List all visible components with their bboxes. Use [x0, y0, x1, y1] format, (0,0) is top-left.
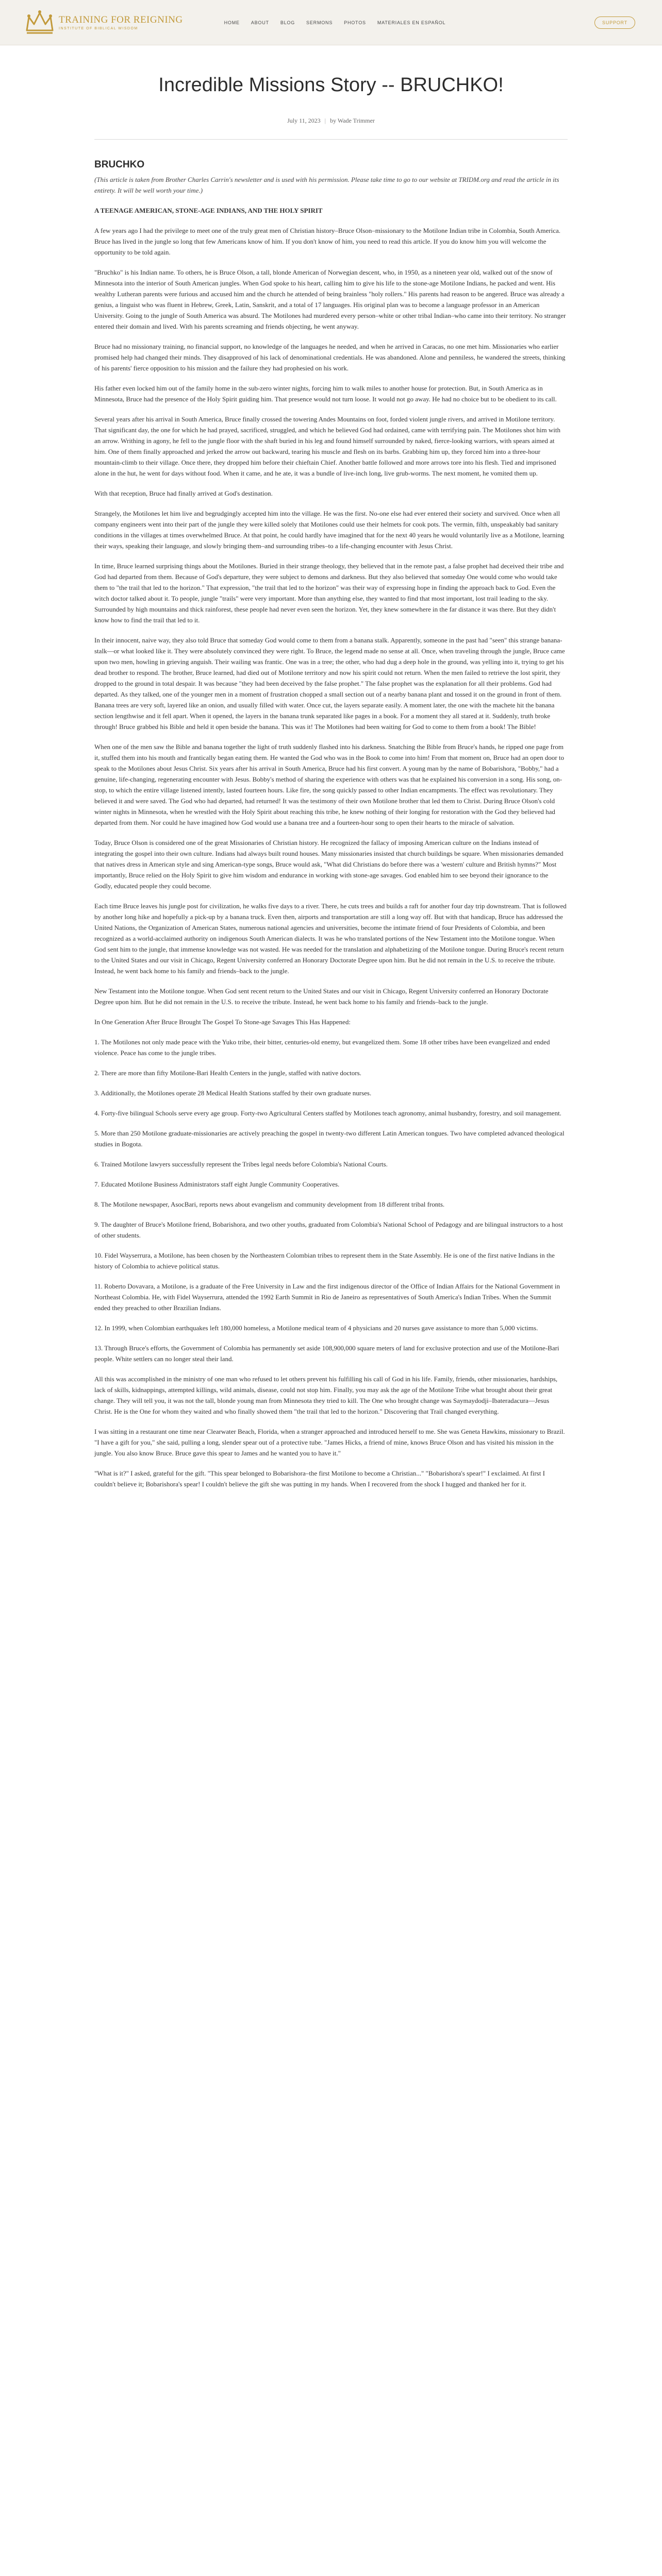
nav-materiales[interactable]: MATERIALES EN ESPAÑOL: [377, 20, 446, 25]
article-paragraph: When one of the men saw the Bible and banana together the light of truth suddenly flashed into his darkness. Snatching the Bible from Bruce's hands, he ripped one page from it, stuffed them into his mouth and frantically began eating them. He wanted the God who was in the Book to come into him! From that moment on, Bruce had an open door to speak to the Motilones about Jesus Christ. Six years after his arrival in South America, Bruce had his first convert. A young man by the name of Bobarishora, "Bobby," had a genuine, life-changing, regenerating encounter with Jesus. Bobby's method of sharing the experience with others was that he explained his conversion in a song. His song, on-stop, to which the entire village listened intently, lasted fourteen hours. Like fire, the song quickly passed to other Indian encampments. The effect was revolutionary. They believed it and were saved. The God who had departed, had returned! It was the testimony of their own Motilone brother that led them to Christ. During Bruce Olson's cold winter nights in Minnesota, when he wrestled with the Holy Spirit about reaching this tribe, he knew nothing of their longing for restoration with the God they believed had departed from them. Nor could he have imagined how God would use a banana tree and a fourteen-hour song to open their hearts to the miracle of salvation.: [94, 743, 565, 826]
article-paragraph: In One Generation After Bruce Brought The Gospel To Stone-age Savages This Has Happened:: [94, 1018, 351, 1026]
article-paragraph: 10. Fidel Wayserrura, a Motilone, has been chosen by the Northeastern Colombian tribes to represent them in the State Assembly. He is one of the first native Indians in the history of Colombia to achieve political status.: [94, 1251, 555, 1270]
article-paragraph: Several years after his arrival in South America, Bruce finally crossed the towering Andes Mountains on foot, forded violent jungle rivers, and arrived in Motilone territory. That significant day, the one for which he had prayed, sacrificed, struggled, and which he believed God had ordained, came with terrifying pain. The Motilones shot him with an arrow. Writhing in agony, he fell to the jungle floor with the shaft buried in his leg and found himself surrounded by naked, fierce-looking warriors, with spears aimed at him. One of them finally approached and jerked the arrow out backward, tearing his muscle and flesh on its barbs. Grabbing him up, they forced him into a three-hour mountain-climb to their village. Once there, they dropped him before their chieftain Chief. Another battle followed and more arrows tore into his flesh. Tied and imprisoned alone in the hut, he went for days without food. When it came, and he ate, it was a bundle of live-inch long, live grub-worms. The next moment, he vomited them up.: [94, 415, 560, 477]
logo-subtitle: INSTITUTE OF BIBLICAL WISDOM: [59, 27, 138, 30]
article-paragraph: 3. Additionally, the Motilones operate 28 Medical Health Stations staffed by their own graduate nurses.: [94, 1089, 372, 1097]
title-block: [0, 45, 662, 140]
post-meta: [0, 117, 662, 125]
article-paragraph: 5. More than 250 Motilone graduate-missionaries are actively preaching the gospel in twenty-two different Latin American tongues. Two have completed advanced theological studies in Bogota.: [94, 1129, 565, 1148]
article-paragraph: I was sitting in a restaurant one time near Clearwater Beach, Florida, when a stranger approached and introduced herself to me. She was Geneta Hawkins, missionary to Brazil. "I have a gift for you," she said, pulling a long, slender spear out of a protective tube. "James Hicks, a friend of mine, knows Bruce Olson and has visited his mission in the jungle. You also know Bruce. Bruce gave this spear to James and he wanted you to have it.": [94, 1428, 565, 1457]
post-author: by Wade Trimmer: [330, 117, 375, 124]
article-paragraph: With that reception, Bruce had finally arrived at God's destination.: [94, 489, 273, 497]
article-paragraph: In time, Bruce learned surprising things about the Motilones. Buried in their strange theology, they believed that in the remote past, a false prophet had deceived their tribe and God had departed from them. Because of God's departure, they were subject to demons and darkness. But they also believed that someday One would come who would take them to "the trail that led to the horizon." That expression, "the trail that led to the horizon" was their way of expressing hope in finding the approach back to God. Even the witch doctor talked about it. To people, jungle "trails" were very important. More than anything else, they wanted to find that most important, lost trail leading to the sky. Surrounded by high mountains and thick rainforest, these people had never even seen the horizon. Yet, they knew somewhere in the far distance it was there. But they didn't know how to find the trail that led to it.: [94, 562, 564, 624]
article-paragraph: "Bruchko" is his Indian name. To others, he is Bruce Olson, a tall, blonde American of Norwegian descent, who, in 1950, as a nineteen year old, walked out of the snow of Minnesota into the interior of South American jungles. When God spoke to his heart, calling him to give his life to the stone-age Motilone Indians, he packed and went. His wealthy Lutheran parents were furious and accused him and the church he attended of being brainless "holy rollers." His parents had reason to be angered. Bruce was already a genius, a linguist who was fluent in Hebrew, Greek, Latin, Sanskrit, and a total of 17 languages. His original plan was to become a language professor in an American University. Going to the jungle of South America was absurd. The Motilones had murdered every person–white or other tribal Indian–who came into their territory. No stranger entered their domain and lived. With his parents screaming and friends objecting, he went anyway.: [94, 268, 566, 330]
main-nav: [224, 20, 446, 25]
article-paragraph: 8. The Motilone newspaper, AsocBari, reports news about evangelism and community development from 18 different tribal fronts.: [94, 1200, 445, 1208]
nav-photos[interactable]: PHOTOS: [344, 20, 366, 25]
article-paragraph: Strangely, the Motilones let him live and begrudgingly accepted him into the village. He was the first. No-one else had ever entered their society and survived. Once when all company engineers went into their part of the jungle they were killed solely that Motilones could use their helmets for cook pots. The vermin, filth, unspeakably bad sanitary conditions in the villages at times overwhelmed Bruce. At that point, he could hardly have imagined that for the next 40 years he would voluntarily live as a Motilone, learning their ways, speaking their language, and slowly bringing them–and surrounding tribes–to a life-changing encounter with Jesus Christ.: [94, 510, 565, 550]
article-paragraph: A few years ago I had the privilege to meet one of the truly great men of Christian history–Bruce Olson–missionary to the Motilone Indian tribe in Colombia, South America. Bruce has lived in the jungle so long that few Americans know of him. If you don't know of him, you need to read this article. If you do know him you will welcome the opportunity to be told again.: [94, 227, 561, 256]
article-intro: (This article is taken from Brother Charles Carrin's newsletter and is used with his permission. Please take time to go to our website at TRIDM.org and read the article in its entirety. It will be well worth your time.): [94, 176, 559, 194]
article-heading: BRUCHKO: [94, 159, 145, 170]
article-paragraph: In their innocent, naive way, they also told Bruce that someday God would come to them from a banana stalk. Apparently, someone in the past had "seen" this strange banana-stalk—or what looked like it. They were absolutely convinced they were right. To Bruce, the legend made no sense at all. Once, when traveling through the jungle, Bruce came upon two men, howling in grieving anguish. Their wailing was frantic. One was in a tree; the other, who had dug a deep hole in the ground, was yelling into it, trying to get his dead brother to respond. The brother, Bruce learned, had died out of Motilone territory and now his spirit could not return. When the men failed to retrieve the lost spirit, they dropped to the ground in total despair. It was because "they had been deceived by the false prophet." The false prophet was the explanation for all their problems. God had departed. As they talked, one of the younger men in a moment of frustration chopped a small section out of a nearby banana plant and tossed it on the ground in front of them. Banana trees are very soft, layered like an onion, and usually filled with water. Once cut, the layers separate easily. A moment later, the one with the machete hit the banana section lengthwise and it fell apart. When it opened, the layers in the banana trunk separated like pages in a book. For a moment they all stared at it. Suddenly, truth broke through! Bruce grabbed his Bible and held it open beside the banana. This was it! The Motilones had been waiting for God to come to them from a book! The Bible!: [94, 636, 565, 731]
article-paragraph: "What is it?" I asked, grateful for the gift. "This spear belonged to Bobarishora–the first Motilone to become a Christian..." "Bobarishora's spear!" I exclaimed. At first I couldn't believe it; Bobarishora's spear! I couldn't believe the gift she was putting in my hands. When I recovered from the shock I hugged and thanked her for it.: [94, 1469, 545, 1488]
site-header: [0, 0, 662, 45]
article-paragraph: 9. The daughter of Bruce's Motilone friend, Bobarishora, and two other youths, graduated from Colombia's National School of Pedagogy and are bilingual instructors to a host of other students.: [94, 1221, 563, 1239]
article-paragraph: 13. Through Bruce's efforts, the Government of Colombia has permanently set aside 108,900,000 square meters of land for exclusive protection and use of the Motilone-Bari people. White settlers can no longer steal their land.: [94, 1344, 559, 1363]
article-paragraph: 4. Forty-five bilingual Schools serve every age group. Forty-two Agricultural Centers staffed by Motilones teach agronomy, animal husbandry, forestry, and soil management.: [94, 1109, 561, 1117]
article-paragraph: Today, Bruce Olson is considered one of the great Missionaries of Christian history. He recognized the fallacy of imposing American culture on the Indians instead of integrating the gospel into their own culture. Indians had always built round houses. Many missionaries insisted that church buildings be square. When missionaries demanded that natives dress in American style and sing American-type songs, Bruce would ask, "What did Christians do before there was a 'western' culture and British hymns?" Most importantly, Bruce relied on the Holy Spirit to give him wisdom and endurance in working with stone-age savages. God enabled him to see beyond their ignorance to the Godly, educated people they could become.: [94, 839, 564, 890]
article-paragraph: 2. There are more than fifty Motilone-Bari Health Centers in the jungle, staffed with native doctors.: [94, 1069, 361, 1077]
article-body: [94, 140, 568, 1489]
section-heading: A TEENAGE AMERICAN, STONE-AGE INDIANS, AND THE HOLY SPIRIT: [94, 207, 323, 214]
article-paragraph: Each time Bruce leaves his jungle post for civilization, he walks five days to a river. There, he cuts trees and builds a raft for another four day trip downstream. That is followed by another long hike and hopefully a pick-up by a banana truck. Even then, airports and transportation are still a long way off. But with that handicap, Bruce has addressed the United Nations, the Organization of American States, numerous national agencies and universities, become the intimate friend of four Presidents of Colombia, and been recognized as a world-acclaimed authority on indigenous South American dialects. It was he who translated portions of the New Testament into the Motilone tongue. When God sent him to the jungle, that immense knowledge was not wasted. He was needed for the translation and alphabetizing of the Motilone tongue. During Bruce's recent return to the United States and our visit in Chicago, Regent University conferred an Honorary Doctorate Degree upon him. But he did not remain in the U.S. to receive the tribute. Instead, he went back home to his family and friends–back to the jungle.: [94, 902, 567, 975]
post-date: July 11, 2023: [287, 117, 321, 124]
article-paragraph: All this was accomplished in the ministry of one man who refused to let others prevent his fulfilling his call of God in his life. Family, friends, other missionaries, hardships, lack of skills, kidnappings, attempted killings, wild animals, disease, could not stop him. Finally, you may ask the age of the Motilone Tribe what brought about their great change. They will tell you, it was not the tall, blonde young man from Minnesota they tried to kill. The One who brought change was Saymaydodji–Ibateradacura—Jesus Christ. He is the One for whom they waited and who finally showed them "the trail that led to the horizon." Discovering that Trail changed everything.: [94, 1375, 558, 1415]
nav-sermons[interactable]: SERMONS: [306, 20, 333, 25]
article-paragraph: 6. Trained Motilone lawyers successfully represent the Tribes legal needs before Colombia's National Courts.: [94, 1160, 388, 1168]
article-paragraph: Bruce had no missionary training, no financial support, no knowledge of the languages he needed, and when he arrived in Caracas, no one met him. Missionaries who earlier promised help had changed their minds. They disapproved of his lack of denominational credentials. He was abandoned. Alone and penniless, he wandered the streets, thinking of his parents' fierce opposition to his mission and the failure they had prophesied on his work.: [94, 343, 566, 372]
article-paragraph: His father even locked him out of the family home in the sub-zero winter nights, forcing him to walk miles to another house for protection. But, in South America as in Minnesota, Bruce had the presence of the Holy Spirit guiding him. That presence would not turn loose. It would not go away. He had no choice but to be obedient to its call.: [94, 384, 557, 403]
meta-separator: |: [324, 117, 326, 124]
site-logo[interactable]: [25, 10, 183, 36]
article-paragraph: New Testament into the Motilone tongue. When God sent recent return to the United States and our visit in Chicago, Regent University conferred an Honorary Doctorate Degree upon him. But he did not remain in the U.S. to receive the tribute. Instead, he went back home to his family and friends–back to the jungle.: [94, 987, 549, 1006]
article-paragraph: 1. The Motilones not only made peace with the Yuko tribe, their bitter, centuries-old enemy, but evangelized them. Some 18 other tribes have been evangelized and ended violence. Peace has come to the jungle tribes.: [94, 1038, 550, 1057]
logo-title: TRAINING FOR REIGNING: [59, 14, 183, 25]
nav-about[interactable]: ABOUT: [251, 20, 269, 25]
page-title: Incredible Missions Story -- BRUCHKO!: [158, 74, 504, 96]
nav-home[interactable]: HOME: [224, 20, 240, 25]
article-paragraph: 11. Roberto Dovavara, a Motilone, is a graduate of the Free University in Law and the first indigenous director of the Office of Indian Affairs for the National Government in Northeast Colombia. He, with Fidel Wayserrura, attended the 1992 Earth Summit in Rio de Janeiro as representatives of South America's Indian Tribes. When the Summit ended they preached to other Brazilian Indians.: [94, 1282, 560, 1312]
support-button[interactable]: SUPPORT: [594, 16, 635, 29]
crown-icon: [25, 10, 55, 36]
article-paragraph: 7. Educated Motilone Business Administrators staff eight Jungle Community Cooperatives.: [94, 1180, 340, 1188]
paragraph-list: [94, 225, 568, 1489]
article-paragraph: 12. In 1999, when Colombian earthquakes left 180,000 homeless, a Motilone medical team of 4 physicians and 20 nurses gave assistance to more than 5,000 victims.: [94, 1324, 538, 1332]
nav-blog[interactable]: BLOG: [280, 20, 295, 25]
